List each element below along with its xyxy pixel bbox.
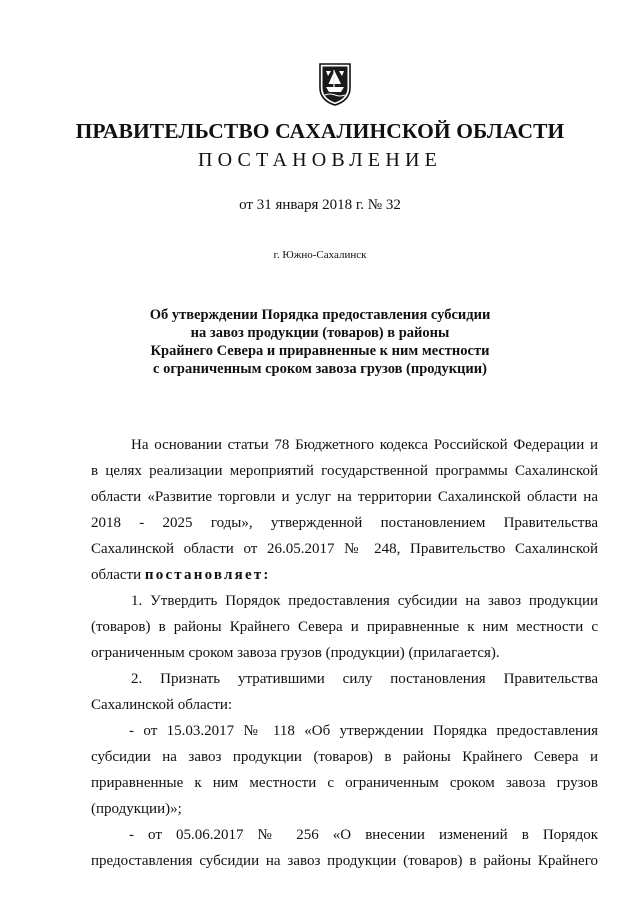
body-line: приравненные к ним местности с ограниченным сроком завоза грузов bbox=[91, 775, 598, 791]
body-line: в целях реализации мероприятий государственной программы Сахалинской bbox=[91, 463, 598, 479]
document-city: г. Южно-Сахалинск bbox=[273, 249, 367, 261]
document-date-number: от 31 января 2018 г. № 32 bbox=[239, 197, 401, 213]
body-line: - от 05.06.2017 № 256 «О внесении изменений в Порядок bbox=[129, 827, 598, 843]
body-line: 1. Утвердить Порядок предоставления субсидии на завоз продукции bbox=[131, 593, 598, 609]
document-type: ПОСТАНОВЛЕНИЕ bbox=[197, 149, 443, 171]
body-line: предоставления субсидии на завоз продукции (товаров) в районы Крайнего bbox=[91, 853, 598, 869]
body-line: области «Развитие торговли и услуг на территории Сахалинской области на bbox=[91, 489, 598, 505]
body-line: На основании статьи 78 Бюджетного кодекса Российской Федерации и bbox=[131, 437, 598, 453]
body-line bbox=[91, 565, 598, 585]
body-line: 2018 - 2025 годы», утвержденной постановлением Правительства bbox=[91, 515, 598, 531]
body-line: - от 15.03.2017 № 118 «Об утверждении Порядка предоставления bbox=[129, 723, 598, 739]
subject-line: с ограниченным сроком завоза грузов (продукции) bbox=[153, 361, 487, 377]
document-subject bbox=[0, 306, 640, 378]
body-line: Сахалинской области от 26.05.2017 № 248, Правительство Сахалинской bbox=[91, 541, 598, 557]
subject-line: Об утверждении Порядка предоставления субсидии bbox=[149, 307, 491, 323]
body-line: (товаров) в районы Крайнего Севера и приравненные к ним местности с bbox=[91, 619, 598, 635]
body-line: ограниченным сроком завоза грузов (продукции) (прилагается). bbox=[91, 645, 500, 661]
body-line: Сахалинской области: bbox=[91, 697, 233, 713]
body-line: (продукции)»; bbox=[91, 801, 182, 817]
subject-line: на завоз продукции (товаров) в районы bbox=[190, 325, 450, 341]
body-line: субсидии на завоз продукции (товаров) в районы Крайнего Севера и bbox=[91, 749, 598, 765]
government-title: ПРАВИТЕЛЬСТВО САХАЛИНСКОЙ ОБЛАСТИ bbox=[75, 119, 565, 143]
resolves-keyword: постановляет: bbox=[144, 567, 271, 583]
body-line-text: области bbox=[91, 567, 145, 583]
coat-of-arms-icon bbox=[318, 62, 352, 106]
subject-line: Крайнего Севера и приравненные к ним местности bbox=[150, 343, 490, 359]
body-line: 2. Признать утратившими силу постановления Правительства bbox=[131, 671, 598, 687]
